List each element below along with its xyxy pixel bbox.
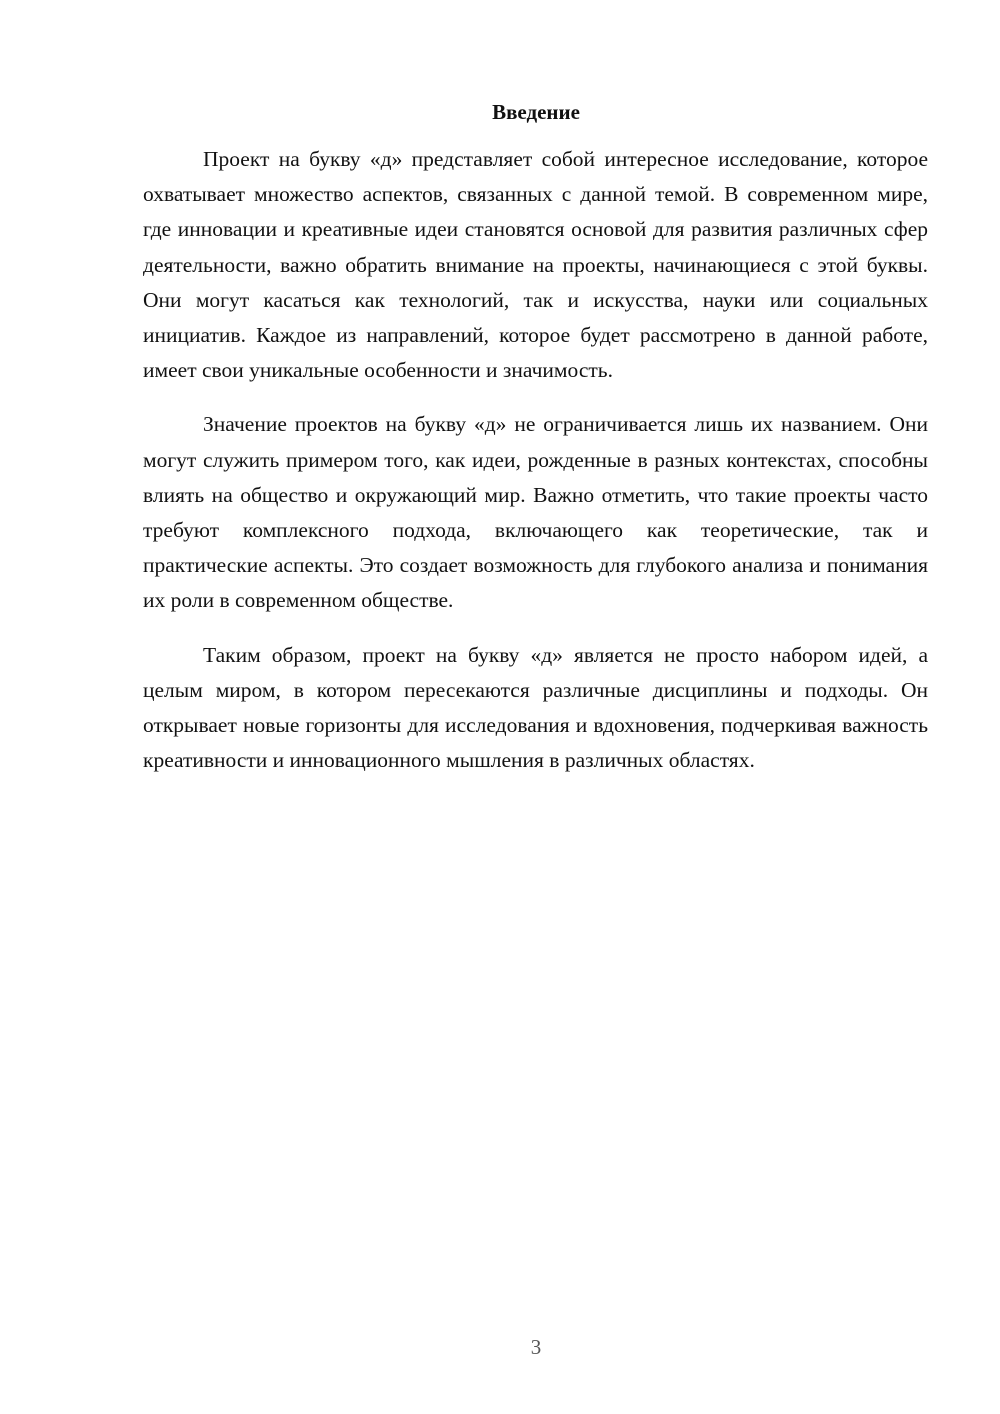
paragraph-2: Значение проектов на букву «д» не ограничивается лишь их названием. Они могут служить примером того, как идеи, рожденные в разных контекстах, способны влиять на общество и окружающий мир. Важно отметить, что такие проекты часто требуют комплексного подхода, включающего как теоретические, так и практические аспекты. Это создает возможность для глубокого анализа и понимания их роли в современном обществе. xyxy=(143,412,928,613)
document-body xyxy=(143,142,928,797)
section-title: Введение xyxy=(492,100,580,124)
paragraph-3: Таким образом, проект на букву «д» является не просто набором идей, а целым миром, в котором пересекаются различные дисциплины и подходы. Он открывает новые горизонты для исследования и вдохновения, подчеркивая важность креативности и инновационного мышления в различных областях. xyxy=(143,642,928,773)
page-number: 3 xyxy=(530,1335,542,1359)
paragraph-1: Проект на букву «д» представляет собой интересное исследование, которое охватывает множество аспектов, связанных с данной темой. В современном мире, где инновации и креативные идеи становятся основой для развития различных сфер деятельности, важно обратить внимание на проекты, начинающиеся с этой буквы. Они могут касаться как технологий, так и искусства, науки или социальных инициатив. Каждое из направлений, которое будет рассмотрено в данной работе, имеет свои уникальные особенности и значимость. xyxy=(143,147,928,383)
